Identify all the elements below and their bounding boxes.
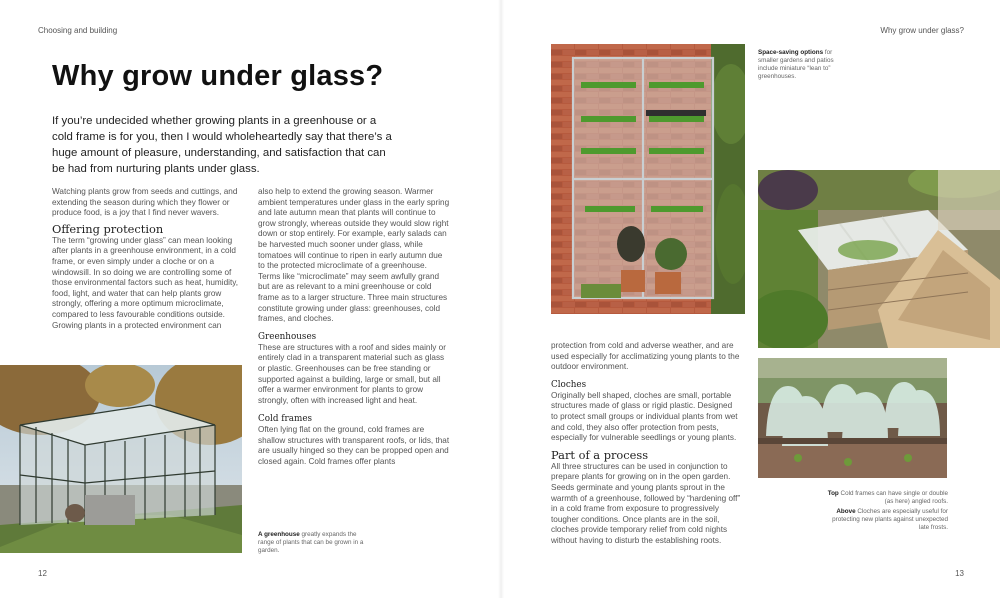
- greenhouse-photo: [0, 365, 242, 553]
- page-gutter: [498, 0, 504, 598]
- caption-above: [826, 508, 948, 532]
- caption-space-saving: [758, 49, 854, 81]
- body-paragraph: also help to extend the growing season. Warmer ambient temperatures under glass in the early spring and late autumn mean that plants will continue to grow strongly, whereas outside they would slow right down or stop entirely. For example, early salads can be harvested much sooner under glass, while tomatoes will continue to ripen in early autumn due to the protected microclimate of a greenhouse. Terms like “microclimate” may seem awfully grand but are as relevant to a mini greenhouse or cold frame as to a larger structure. Three main structures constitute growing under glass: greenhouses, cold frames, and cloches.: [258, 187, 450, 324]
- body-paragraph: The term “growing under glass” can mean looking after plants in a greenhouse environment, in a cold frame, or even simply under a cloche or on a windowsill. In so doing we are controlling some of those environmental factors such as heat, humidity, food, light, and water that can help plants grow strongly, offering a more optimum microclimate, compared to less favourable conditions outside. Growing plants in a protected environment can: [52, 235, 238, 330]
- body-paragraph: Watching plants grow from seeds and cuttings, and extending the season during which they flower or produce food, is a joy that I find never wavers.: [52, 187, 238, 218]
- running-header-right: Why grow under glass?: [880, 26, 964, 35]
- caption-bold-lead: Top: [827, 490, 839, 497]
- cold-frame-photo: [758, 170, 1000, 348]
- caption-greenhouse: [258, 531, 370, 555]
- lean-to-greenhouse-photo: [551, 44, 745, 314]
- body-paragraph: Originally bell shaped, cloches are small, portable structures made of glass or rigid plastic. Designed to protect small groups or individual plants from wet and cold, they also offer protection from pests, especially for vulnerable seedlings or young plants.: [551, 390, 738, 443]
- intro-paragraph: If you’re undecided whether growing plants in a greenhouse or a cold frame is for you, then I would wholeheartedly say that there’s a huge amount of pleasure, understanding, and satisfaction that can be had from nurturing plants under glass.: [52, 115, 392, 176]
- subheading-cloches: Cloches: [551, 379, 587, 390]
- caption-bold-lead: Space-saving options: [758, 49, 824, 56]
- text-column-1: [52, 187, 244, 331]
- caption-cold-frames-cloches: [826, 490, 948, 532]
- text-column-2: [258, 187, 450, 468]
- caption-bold-lead: A greenhouse: [258, 531, 300, 538]
- body-paragraph: Often lying flat on the ground, cold frames are shallow structures with transparent roofs, or lids, that are usually hinged so they can be propped open and closed again. Cold frames offer plants: [258, 425, 450, 467]
- caption-text: for smaller gardens and patios include miniature “lean to” greenhouses.: [758, 49, 834, 80]
- body-paragraph: These are structures with a roof and sides mainly or entirely clad in a transparent material such as glass or plastic. Greenhouses can be free standing or supported against a building, large or small, but all offer a warmer environment for plants to grow strongly, often with increased light and heat.: [258, 342, 446, 405]
- caption-bold-lead: Above: [836, 507, 856, 515]
- text-column-3: [551, 341, 741, 547]
- body-paragraph: All three structures can be used in conjunction to prepare plants for growing on in the open garden. Seeds germinate and young plants sprout in the warmth of a greenhouse, followed by “hardening off” in a cold frame from exposure to progressively tougher conditions. Once plants are in the soil, cloches provide temporary relief from cold nights without having to disturb the establishing roots.: [551, 461, 741, 545]
- caption-top: [826, 490, 948, 506]
- page-number-right: 13: [955, 569, 964, 578]
- caption-text: greatly expands the range of plants that can be grown in a garden.: [258, 531, 364, 554]
- subheading-part-of-a-process: Part of a process: [551, 447, 649, 462]
- running-header-left: Choosing and building: [38, 26, 118, 35]
- page-title: Why grow under glass?: [52, 60, 384, 92]
- subheading-offering-protection: Offering protection: [52, 221, 164, 236]
- subheading-greenhouses: Greenhouses: [258, 331, 317, 342]
- body-paragraph: protection from cold and adverse weather, and are used especially for acclimatizing young plants to the outdoor environment.: [551, 341, 740, 372]
- cloches-photo: [758, 358, 947, 478]
- caption-text: Cloches are especially useful for protecting new plants against unexpected late frosts.: [832, 507, 948, 531]
- caption-text: Cold frames can have single or double (as here) angled roofs.: [838, 490, 948, 505]
- page-number-left: 12: [38, 569, 47, 578]
- subheading-cold-frames: Cold frames: [258, 414, 313, 425]
